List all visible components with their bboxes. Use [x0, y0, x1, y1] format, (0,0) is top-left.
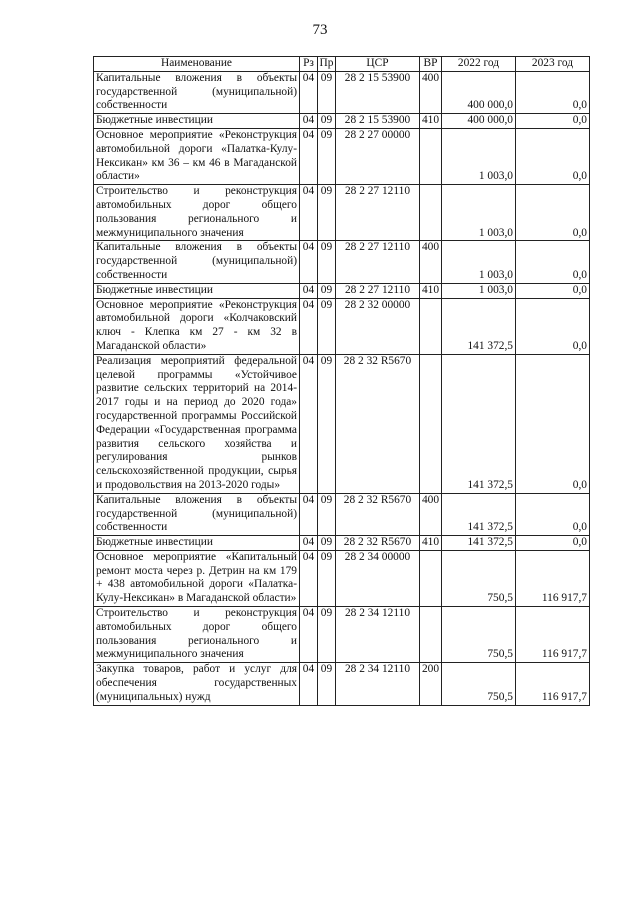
row-name: Основное мероприятие «Капитальный ремонт моста через р. Детрин на км 179 + 438 автомобильной дороги «Палатка-Кулу-Нексикан» в Магаданской области»: [94, 550, 300, 606]
table-header: [94, 57, 590, 72]
row-rz: 04: [300, 536, 318, 551]
row-csr: 28 2 34 00000: [336, 550, 420, 606]
row-vr: [420, 185, 442, 241]
row-csr: 28 2 27 12110: [336, 241, 420, 283]
row-2022: 750,5: [442, 607, 516, 663]
budget-table: [93, 56, 590, 706]
row-pr: 09: [318, 71, 336, 113]
header-csr: ЦСР: [336, 57, 420, 72]
row-rz: 04: [300, 663, 318, 705]
row-2022: 1 003,0: [442, 283, 516, 298]
row-csr: 28 2 27 12110: [336, 283, 420, 298]
row-rz: 04: [300, 354, 318, 493]
row-name: Строительство и реконструкция автомобильных дорог общего пользования регионального и межмуниципального значения: [94, 185, 300, 241]
table-row: [94, 114, 590, 129]
row-pr: 09: [318, 663, 336, 705]
row-csr: 28 2 32 R5670: [336, 493, 420, 535]
header-rz: Рз: [300, 57, 318, 72]
row-pr: 09: [318, 354, 336, 493]
row-2023: 0,0: [516, 71, 590, 113]
table-row: [94, 283, 590, 298]
row-csr: 28 2 27 12110: [336, 185, 420, 241]
row-2023: 0,0: [516, 241, 590, 283]
row-name: Капитальные вложения в объекты государственной (муниципальной) собственности: [94, 241, 300, 283]
row-csr: 28 2 15 53900: [336, 71, 420, 113]
row-rz: 04: [300, 493, 318, 535]
row-vr: 400: [420, 493, 442, 535]
row-vr: 410: [420, 536, 442, 551]
row-2023: 0,0: [516, 283, 590, 298]
row-2022: 400 000,0: [442, 114, 516, 129]
row-2023: 116 917,7: [516, 663, 590, 705]
table-row: [94, 71, 590, 113]
row-2023: 0,0: [516, 536, 590, 551]
row-csr: 28 2 32 R5670: [336, 354, 420, 493]
header-vr: ВР: [420, 57, 442, 72]
row-2022: 1 003,0: [442, 185, 516, 241]
row-vr: [420, 607, 442, 663]
table-row: [94, 185, 590, 241]
row-csr: 28 2 15 53900: [336, 114, 420, 129]
row-2023: 0,0: [516, 298, 590, 354]
row-2023: 116 917,7: [516, 550, 590, 606]
header-pr: Пр: [318, 57, 336, 72]
row-2023: 116 917,7: [516, 607, 590, 663]
row-rz: 04: [300, 241, 318, 283]
row-vr: [420, 298, 442, 354]
row-2022: 1 003,0: [442, 128, 516, 184]
row-csr: 28 2 34 12110: [336, 607, 420, 663]
row-pr: 09: [318, 298, 336, 354]
row-name: Капитальные вложения в объекты государственной (муниципальной) собственности: [94, 493, 300, 535]
row-vr: 410: [420, 114, 442, 129]
page-number: 73: [312, 22, 328, 38]
row-pr: 09: [318, 283, 336, 298]
row-name: Бюджетные инвестиции: [94, 536, 300, 551]
row-2022: 141 372,5: [442, 354, 516, 493]
row-2022: 1 003,0: [442, 241, 516, 283]
header-2022: 2022 год: [442, 57, 516, 72]
row-pr: 09: [318, 185, 336, 241]
row-2022: 750,5: [442, 550, 516, 606]
table-row: [94, 354, 590, 493]
table-row: [94, 607, 590, 663]
row-rz: 04: [300, 128, 318, 184]
row-name: Реализация мероприятий федеральной целевой программы «Устойчивое развитие сельских территорий на 2014-2017 годы и на период до 2020 года» государственной программы Российской Федерации «Государственная программа развития сельского хозяйства и регулирования рынков сельскохозяйственной продукции, сырья и продовольствия на 2013-2020 годы»: [94, 354, 300, 493]
row-2022: 141 372,5: [442, 493, 516, 535]
row-rz: 04: [300, 607, 318, 663]
row-rz: 04: [300, 550, 318, 606]
row-rz: 04: [300, 114, 318, 129]
row-2023: 0,0: [516, 185, 590, 241]
header-2023: 2023 год: [516, 57, 590, 72]
row-csr: 28 2 34 12110: [336, 663, 420, 705]
row-pr: 09: [318, 241, 336, 283]
row-pr: 09: [318, 493, 336, 535]
table-row: [94, 493, 590, 535]
table-row: [94, 298, 590, 354]
row-name: Капитальные вложения в объекты государственной (муниципальной) собственности: [94, 71, 300, 113]
row-rz: 04: [300, 185, 318, 241]
row-rz: 04: [300, 298, 318, 354]
row-name: Бюджетные инвестиции: [94, 114, 300, 129]
header-name: Наименование: [94, 57, 300, 72]
row-name: Основное мероприятие «Реконструкция автомобильной дороги «Палатка-Кулу-Нексикан» км 36 – км 46 в Магаданской области»: [94, 128, 300, 184]
row-2022: 400 000,0: [442, 71, 516, 113]
row-csr: 28 2 27 00000: [336, 128, 420, 184]
row-2023: 0,0: [516, 493, 590, 535]
row-pr: 09: [318, 536, 336, 551]
row-2023: 0,0: [516, 354, 590, 493]
row-rz: 04: [300, 283, 318, 298]
row-vr: 400: [420, 71, 442, 113]
row-pr: 09: [318, 128, 336, 184]
row-2022: 141 372,5: [442, 536, 516, 551]
row-name: Основное мероприятие «Реконструкция автомобильной дороги «Колчаковский ключ - Клепка км 27 - км 32 в Магаданской области»: [94, 298, 300, 354]
row-pr: 09: [318, 607, 336, 663]
row-vr: 200: [420, 663, 442, 705]
row-vr: [420, 550, 442, 606]
table-row: [94, 128, 590, 184]
row-csr: 28 2 32 00000: [336, 298, 420, 354]
table-row: [94, 550, 590, 606]
row-2022: 750,5: [442, 663, 516, 705]
table-row: [94, 241, 590, 283]
row-2022: 141 372,5: [442, 298, 516, 354]
row-vr: 400: [420, 241, 442, 283]
row-name: Бюджетные инвестиции: [94, 283, 300, 298]
row-2023: 0,0: [516, 114, 590, 129]
row-vr: [420, 354, 442, 493]
row-pr: 09: [318, 550, 336, 606]
table-row: [94, 536, 590, 551]
row-2023: 0,0: [516, 128, 590, 184]
row-name: Строительство и реконструкция автомобильных дорог общего пользования регионального и межмуниципального значения: [94, 607, 300, 663]
row-vr: [420, 128, 442, 184]
row-rz: 04: [300, 71, 318, 113]
row-csr: 28 2 32 R5670: [336, 536, 420, 551]
table-row: [94, 663, 590, 705]
row-vr: 410: [420, 283, 442, 298]
row-pr: 09: [318, 114, 336, 129]
row-name: Закупка товаров, работ и услуг для обеспечения государственных (муниципальных) нужд: [94, 663, 300, 705]
